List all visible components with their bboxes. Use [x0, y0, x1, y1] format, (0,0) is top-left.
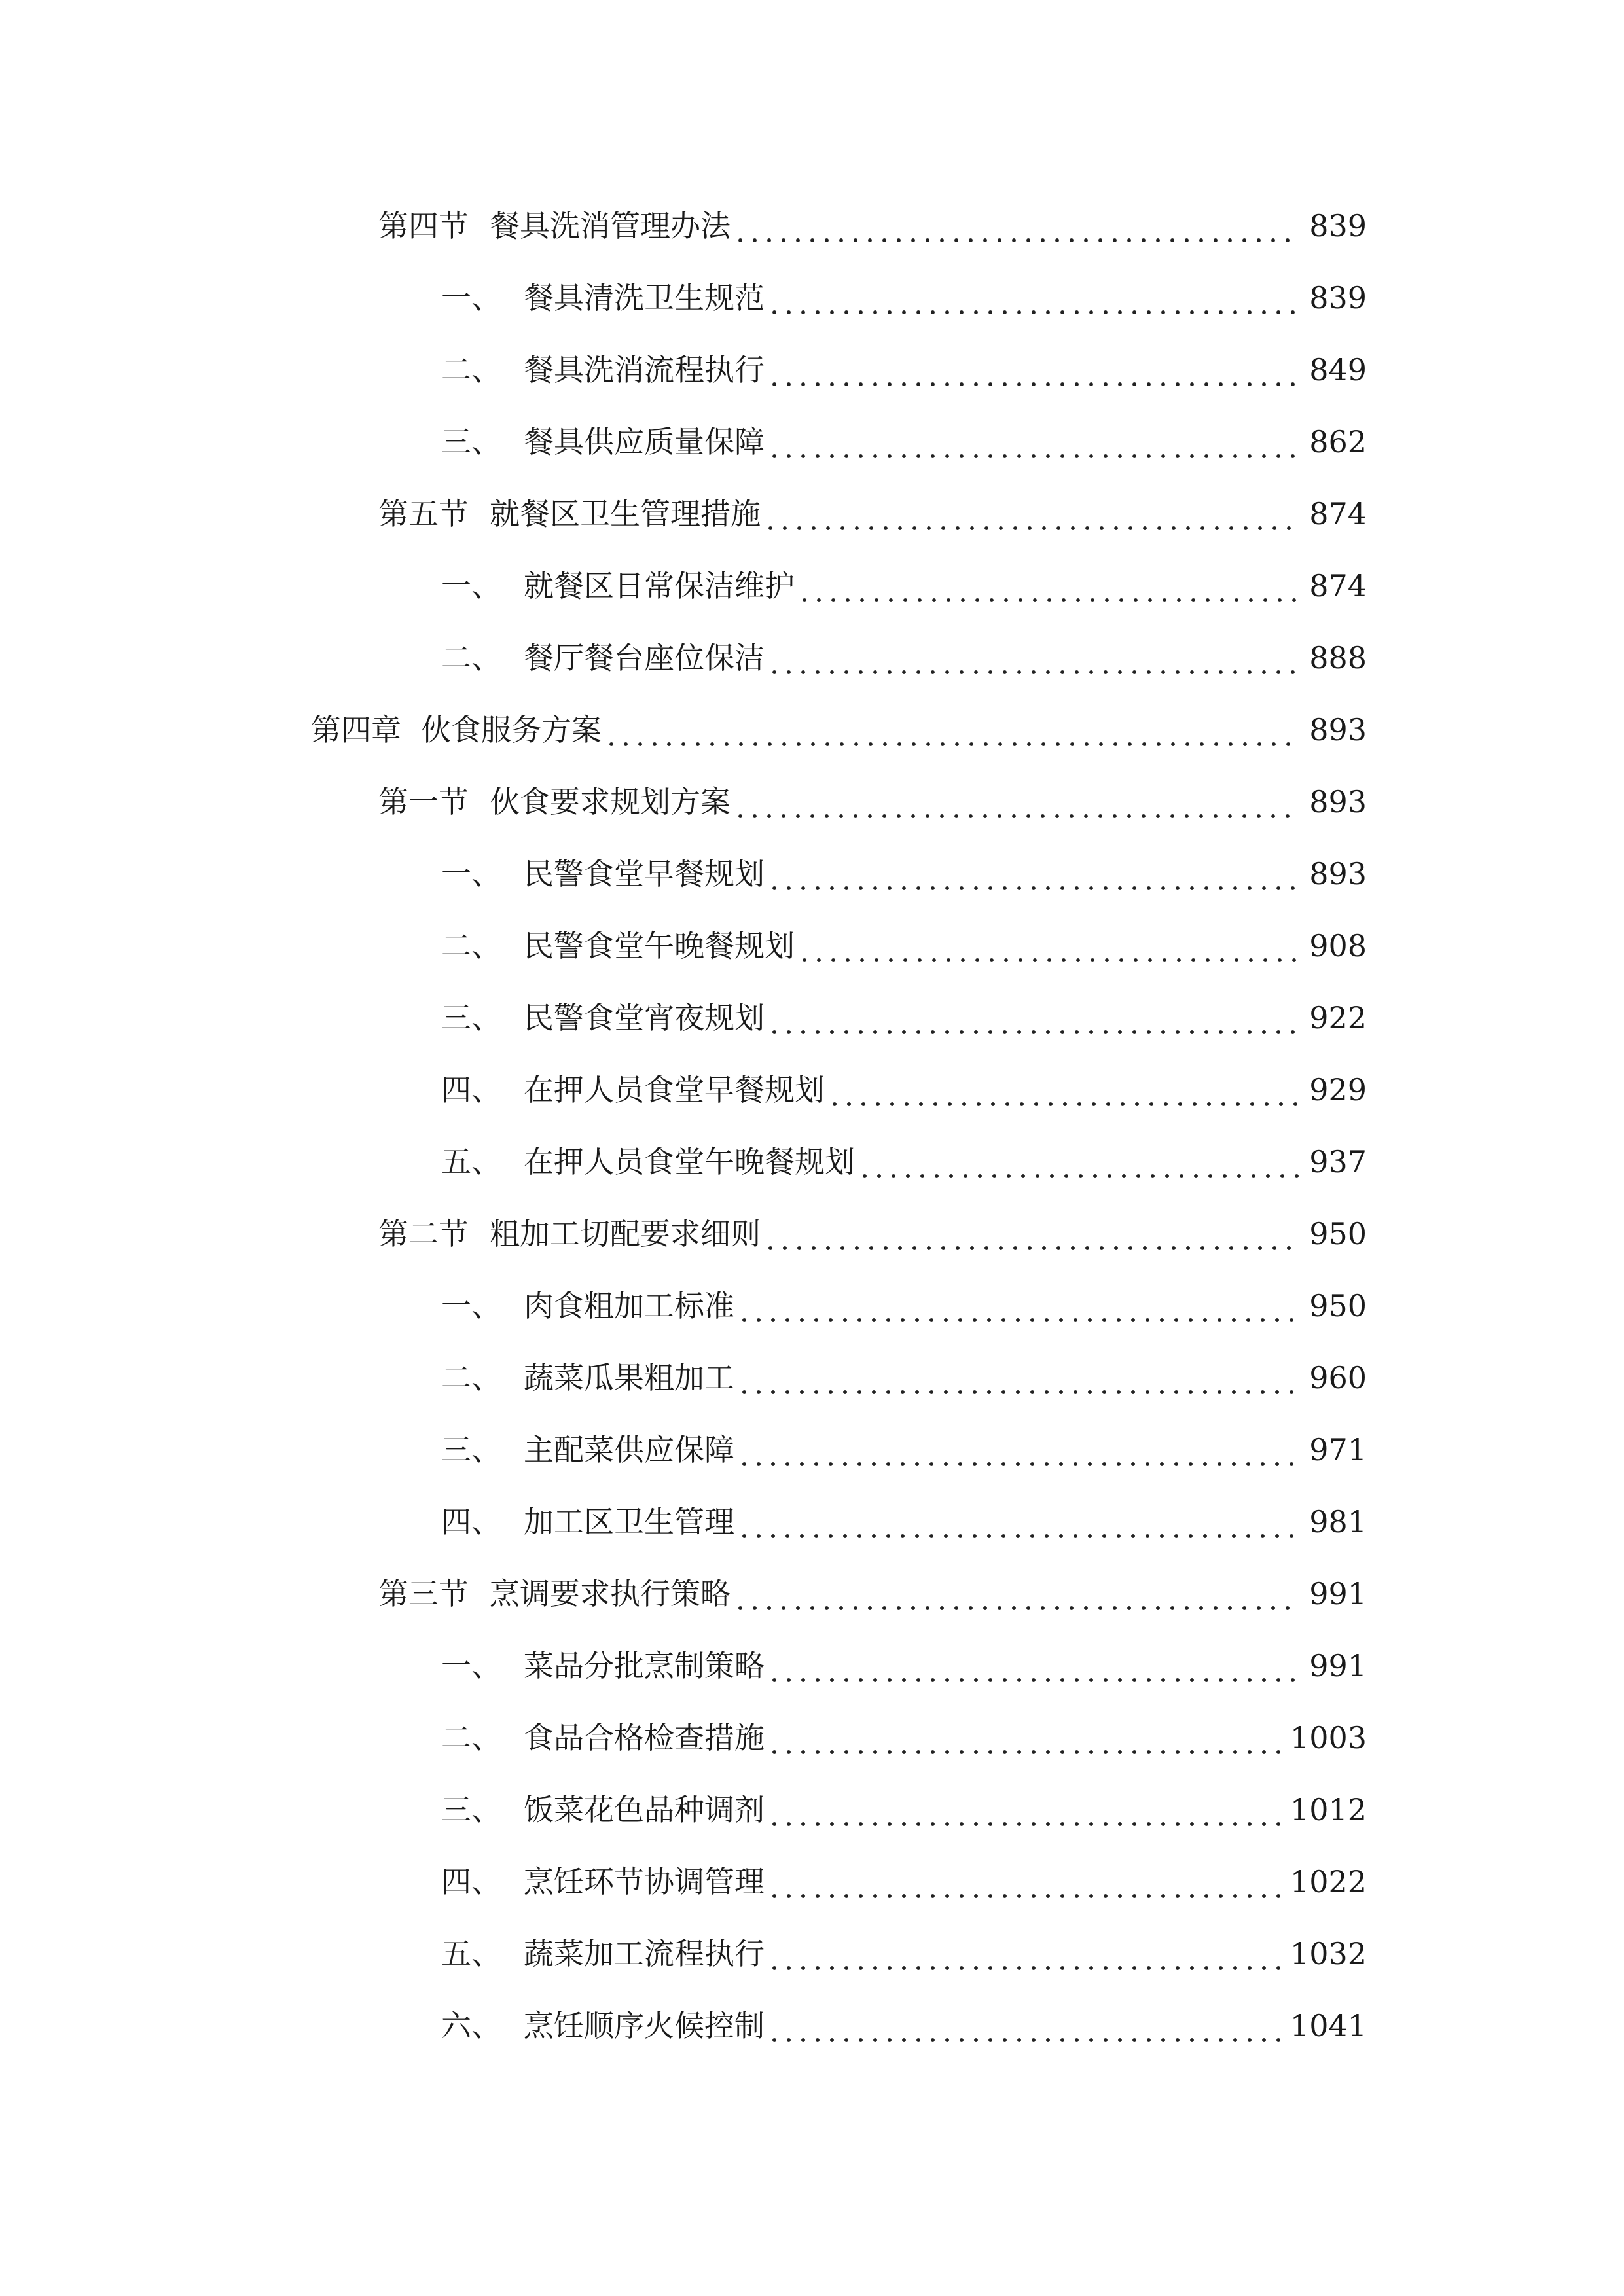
- dot-leader: [767, 1715, 1281, 1761]
- toc-entry-section[interactable]: [378, 203, 1367, 249]
- toc-number: 三、: [441, 1432, 501, 1467]
- toc-entry-section[interactable]: [378, 1571, 1367, 1617]
- toc-number: 六、: [441, 2008, 501, 2043]
- toc-page-number: 862: [1309, 424, 1367, 459]
- toc-entry-item[interactable]: [441, 1859, 1367, 1905]
- toc-title: 餐具供应质量保障: [524, 424, 765, 459]
- toc-page-number: 937: [1309, 1144, 1367, 1179]
- toc-number: 二、: [441, 352, 501, 387]
- dot-leader: [767, 635, 1300, 681]
- toc-page-number: 1032: [1290, 1936, 1367, 1971]
- dot-leader: [767, 1643, 1300, 1689]
- toc-title: 蔬菜加工流程执行: [524, 1936, 765, 1971]
- toc-page-number: 960: [1309, 1360, 1367, 1395]
- toc-number: 四、: [441, 1504, 501, 1539]
- toc-title: 饭菜花色品种调剂: [524, 1792, 765, 1827]
- dot-leader: [767, 347, 1300, 393]
- toc-title: 烹调要求执行策略: [490, 1576, 731, 1611]
- toc-title: 伙食要求规划方案: [490, 784, 731, 819]
- toc-number: 第二节: [378, 1216, 469, 1251]
- toc-number: 四、: [441, 1864, 501, 1899]
- toc-number: 四、: [441, 1072, 501, 1107]
- toc-number: 一、: [441, 1648, 501, 1683]
- toc-entry-item[interactable]: [441, 347, 1367, 393]
- toc-page-number: 839: [1309, 280, 1367, 315]
- toc-entry-item[interactable]: [441, 1643, 1367, 1689]
- dot-leader: [737, 1355, 1300, 1401]
- dot-leader: [767, 419, 1300, 465]
- toc-page-number: 922: [1309, 1000, 1367, 1035]
- toc-number: 第五节: [378, 496, 469, 531]
- toc-page-number: 893: [1309, 712, 1367, 747]
- toc-title: 肉食粗加工标准: [524, 1288, 734, 1323]
- toc-number: 二、: [441, 640, 501, 675]
- dot-leader: [737, 1499, 1300, 1545]
- toc-entry-section[interactable]: [378, 779, 1367, 825]
- toc-entry-item[interactable]: [441, 1787, 1367, 1833]
- toc-entry-item[interactable]: [441, 923, 1367, 969]
- dot-leader: [767, 1859, 1281, 1905]
- toc-number: 一、: [441, 568, 501, 603]
- toc-title: 民警食堂宵夜规划: [524, 1000, 765, 1035]
- toc-number: 第三节: [378, 1576, 469, 1611]
- toc-entry-item[interactable]: [441, 1139, 1367, 1185]
- toc-entry-item[interactable]: [441, 1355, 1367, 1401]
- dot-leader: [737, 1427, 1300, 1473]
- toc-number: 一、: [441, 1288, 501, 1323]
- toc-page-number: 874: [1309, 568, 1367, 603]
- toc-page-number: 908: [1309, 928, 1367, 963]
- toc-entry-item[interactable]: [441, 1427, 1367, 1473]
- toc-number: 三、: [441, 1000, 501, 1035]
- toc-page-number: 950: [1309, 1216, 1367, 1251]
- toc-entry-item[interactable]: [441, 1067, 1367, 1113]
- toc-title: 餐厅餐台座位保洁: [524, 640, 765, 675]
- toc-entry-section[interactable]: [378, 491, 1367, 537]
- dot-leader: [767, 1787, 1281, 1833]
- toc-entry-chapter[interactable]: [311, 707, 1367, 753]
- toc-title: 就餐区卫生管理措施: [490, 496, 761, 531]
- toc-entry-section[interactable]: [378, 1211, 1367, 1257]
- toc-page-number: 950: [1309, 1288, 1367, 1323]
- toc-title: 主配菜供应保障: [524, 1432, 734, 1467]
- toc-entry-item[interactable]: [441, 1931, 1367, 1977]
- toc-number: 一、: [441, 280, 501, 315]
- toc-title: 餐具清洗卫生规范: [524, 280, 765, 315]
- toc-entry-item[interactable]: [441, 851, 1367, 897]
- toc-number: 二、: [441, 1360, 501, 1395]
- toc-page-number: 893: [1309, 784, 1367, 819]
- toc-title: 菜品分批烹制策略: [524, 1648, 765, 1683]
- toc-page-number: 1003: [1290, 1720, 1367, 1755]
- toc-entry-item[interactable]: [441, 1283, 1367, 1329]
- dot-leader: [763, 491, 1300, 537]
- toc-number: 二、: [441, 1720, 501, 1755]
- toc-title: 食品合格检查措施: [524, 1720, 765, 1755]
- dot-leader: [733, 779, 1300, 825]
- toc-title: 加工区卫生管理: [524, 1504, 734, 1539]
- toc-page-number: 849: [1309, 352, 1367, 387]
- dot-leader: [767, 2003, 1281, 2049]
- dot-leader: [737, 1283, 1300, 1329]
- toc-number: 第四节: [378, 208, 469, 243]
- dot-leader: [733, 1571, 1300, 1617]
- toc-number: 第一节: [378, 784, 469, 819]
- dot-leader: [767, 275, 1300, 321]
- toc-number: 二、: [441, 928, 501, 963]
- toc-page-number: 1022: [1290, 1864, 1367, 1899]
- dot-leader: [763, 1211, 1300, 1257]
- toc-page-number: 929: [1309, 1072, 1367, 1107]
- toc-page-number: 888: [1309, 640, 1367, 675]
- toc-page-number: 839: [1309, 208, 1367, 243]
- toc-title: 在押人员食堂午晚餐规划: [524, 1144, 855, 1179]
- toc-page-number: 991: [1309, 1576, 1367, 1611]
- toc-entry-item[interactable]: [441, 1499, 1367, 1545]
- toc-title: 烹饪环节协调管理: [524, 1864, 765, 1899]
- toc-entry-item[interactable]: [441, 563, 1367, 609]
- toc-entry-item[interactable]: [441, 635, 1367, 681]
- toc-number: 三、: [441, 1792, 501, 1827]
- toc-entry-item[interactable]: [441, 419, 1367, 465]
- dot-leader: [767, 1931, 1281, 1977]
- toc-title: 民警食堂午晚餐规划: [524, 928, 795, 963]
- toc-entry-item[interactable]: [441, 275, 1367, 321]
- toc-page-number: 981: [1309, 1504, 1367, 1539]
- toc-title: 就餐区日常保洁维护: [524, 568, 795, 603]
- toc-title: 伙食服务方案: [421, 712, 602, 747]
- toc-title: 民警食堂早餐规划: [524, 856, 765, 891]
- toc-page-number: 893: [1309, 856, 1367, 891]
- toc-title: 蔬菜瓜果粗加工: [524, 1360, 734, 1395]
- toc-page-number: 971: [1309, 1432, 1367, 1467]
- toc-number: 五、: [441, 1144, 501, 1179]
- toc-title: 粗加工切配要求细则: [490, 1216, 761, 1251]
- toc-page-number: 1041: [1290, 2008, 1367, 2043]
- toc-page-number: 991: [1309, 1648, 1367, 1683]
- toc-page-number: 874: [1309, 496, 1367, 531]
- toc-number: 三、: [441, 424, 501, 459]
- dot-leader: [857, 1139, 1300, 1185]
- toc-title: 烹饪顺序火候控制: [524, 2008, 765, 2043]
- toc-entry-item[interactable]: [441, 2003, 1367, 2049]
- toc-title: 餐具洗消管理办法: [490, 208, 731, 243]
- dot-leader: [797, 563, 1300, 609]
- dot-leader: [767, 995, 1300, 1041]
- toc-title: 在押人员食堂早餐规划: [524, 1072, 825, 1107]
- dot-leader: [797, 923, 1300, 969]
- dot-leader: [604, 707, 1300, 753]
- toc-page-number: 1012: [1290, 1792, 1367, 1827]
- toc-number: 五、: [441, 1936, 501, 1971]
- dot-leader: [733, 203, 1300, 249]
- toc-number: 第四章: [311, 712, 401, 747]
- dot-leader: [767, 851, 1300, 897]
- toc-entry-item[interactable]: [441, 1715, 1367, 1761]
- toc-number: 一、: [441, 856, 501, 891]
- toc-title: 餐具洗消流程执行: [524, 352, 765, 387]
- dot-leader: [827, 1067, 1300, 1113]
- toc-entry-item[interactable]: [441, 995, 1367, 1041]
